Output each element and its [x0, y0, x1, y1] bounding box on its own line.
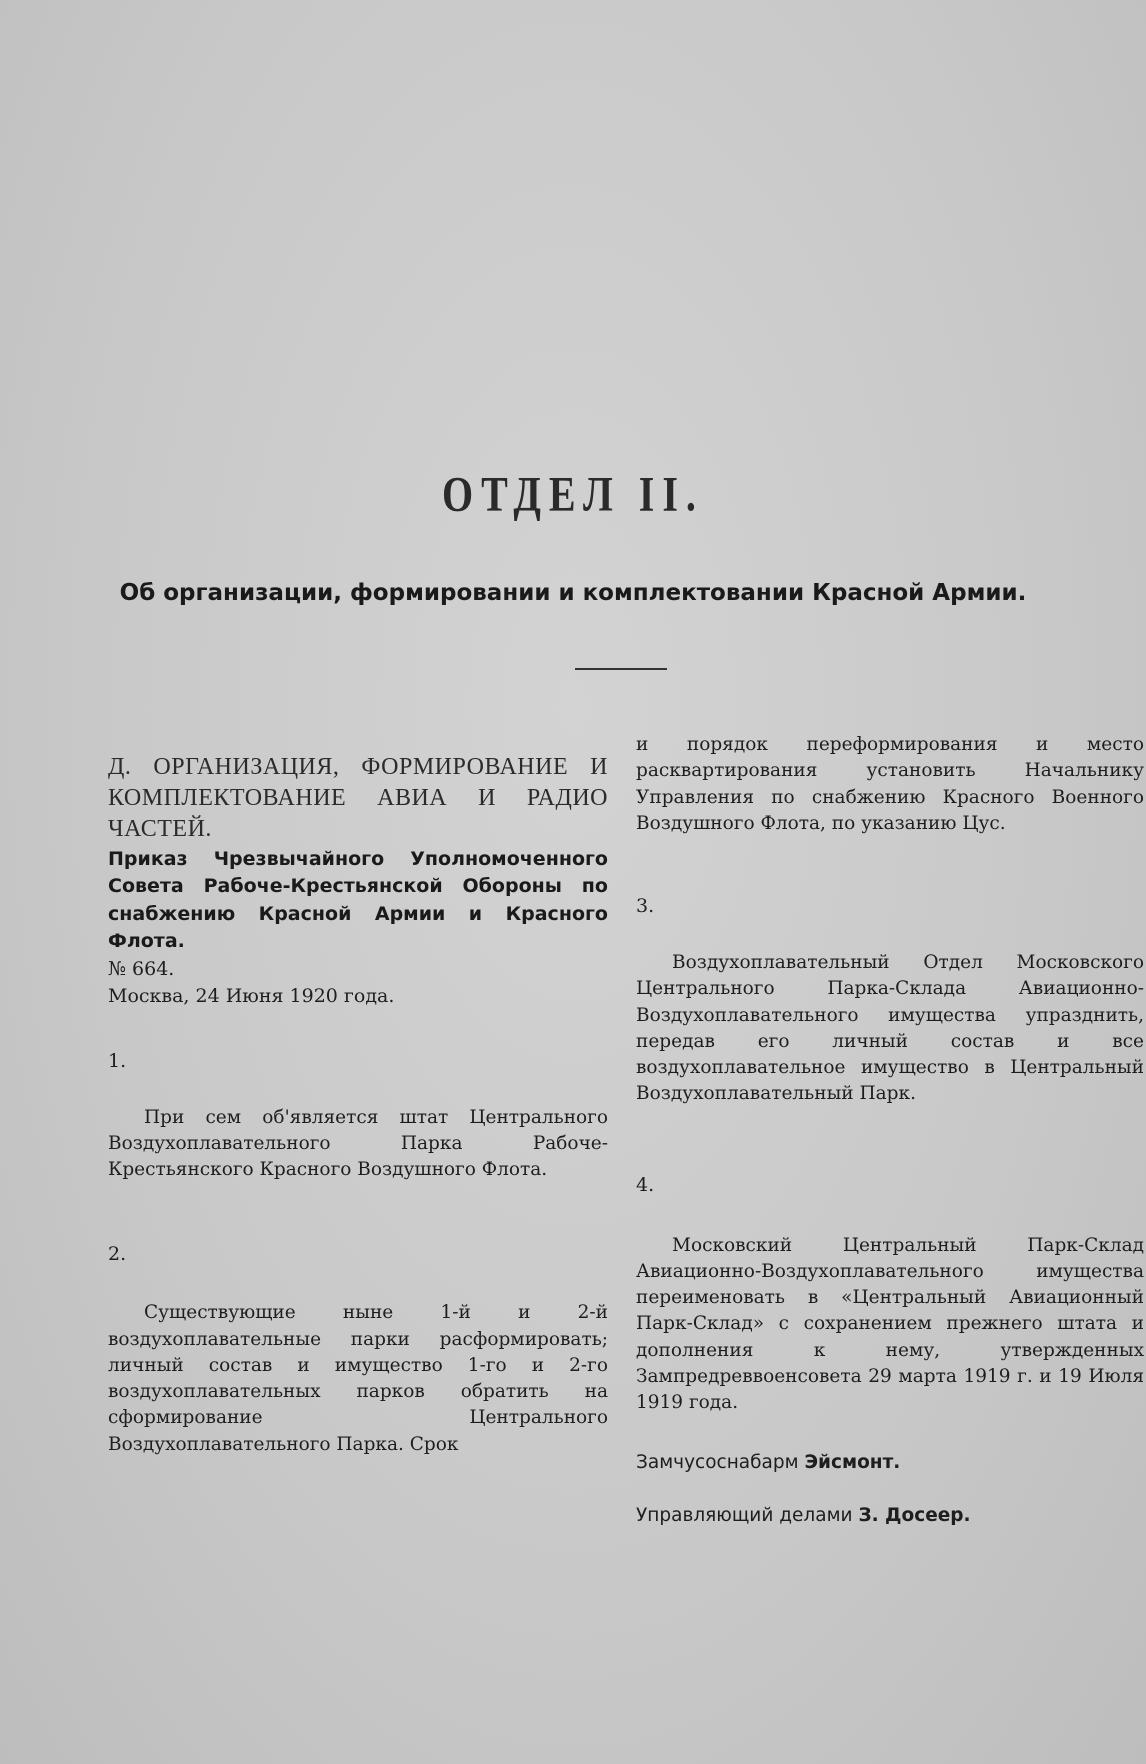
signature-2-title: Управляющий делами — [636, 1504, 853, 1526]
signature-1-title: Замчусоснабарм — [636, 1452, 799, 1474]
signature-1 — [636, 1450, 1144, 1476]
order-number: № 664. — [108, 957, 175, 980]
paragraph-2: Существующие ныне 1-й и 2-й воздухоплавательные парки расформировать; личный состав и имущество 1-го и 2-го воздухоплавательных парков обратить на сформирование Центрального Воздухоплавательного Парка. Срок — [108, 1302, 608, 1455]
section-subtitle: Об организации, формировании и комплектовании Красной Армии. — [119, 580, 1027, 606]
paragraph-number-1: 1. — [108, 1049, 127, 1072]
left-column — [108, 752, 608, 1458]
right-column — [636, 732, 1144, 1529]
order-date: Москва, 24 Июня 1920 года. — [108, 984, 395, 1007]
paragraph-4: Московский Центральный Парк-Склад Авиационно-Воздухоплавательного имущества переименовать в «Центральный Авиационный Парк-Склад» с сохранением прежнего штата и дополнения к нему, утвержденных Зампредреввоенсовета 29 марта 1919 г. и 19 Июля 1919 года. — [636, 1234, 1144, 1414]
paragraph-1: При сем об'является штат Центрального Воздухоплавательного Парка Рабоче-Крестьянского Красного Воздушного Флота. — [108, 1106, 608, 1181]
paragraph-2-continued: и порядок переформирования и место расквартирования установить Начальнику Управления по снабжению Красного Военного Воздушного Флота, по указанию Цус. — [636, 734, 1144, 834]
subsection-heading: Д. ОРГАНИЗАЦИЯ, ФОРМИРОВАНИЕ И КОМПЛЕКТОВАНИЕ АВИА И РАДИО ЧАСТЕЙ. — [108, 754, 608, 843]
paragraph-3: Воздухоплавательный Отдел Московского Центрального Парка-Склада Авиационно-Воздухоплавательного имущества упразднить, передав его личный состав и все воздухоплавательное имущество в Центральный Воздухоплавательный Парк. — [636, 952, 1144, 1105]
section-title: ОТДЕЛ II. — [442, 465, 704, 522]
order-title: Приказ Чрезвычайного Уполномоченного Совета Рабоче-Крестьянской Обороны по снабжению Красной Армии и Красного Флота. — [108, 847, 608, 953]
divider-rule — [575, 668, 667, 670]
signature-2 — [636, 1503, 1144, 1529]
paragraph-number-4: 4. — [636, 1173, 655, 1196]
paragraph-number-3: 3. — [636, 895, 655, 918]
paragraph-number-2: 2. — [108, 1243, 127, 1266]
signature-1-name: Эйсмонт. — [804, 1452, 901, 1474]
signature-2-name: З. Досеер. — [858, 1504, 971, 1526]
